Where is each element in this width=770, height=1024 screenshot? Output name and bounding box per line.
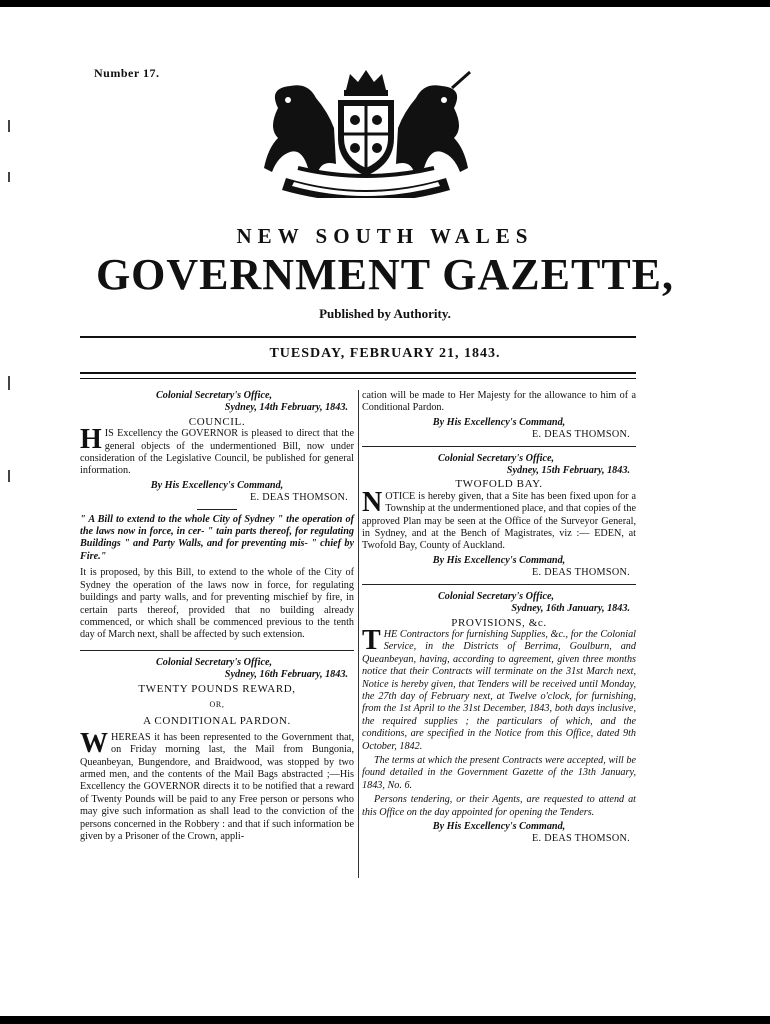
separator — [80, 650, 354, 651]
command-line: By His Excellency's Command, — [432, 821, 566, 832]
bill-title: " A Bill to extend to the whole City of Sydney " the operation of the laws now in force, in cer- " tain parts thereof, for regulating Buildings " and Party Walls, and for preventing mis- " chief by Fire." — [80, 513, 354, 562]
notice-or: OR, — [209, 699, 225, 709]
notice-office — [80, 657, 354, 682]
drop-cap: W — [80, 727, 108, 759]
coat-of-arms-emblem — [238, 68, 494, 198]
notice-body — [80, 424, 354, 478]
masthead-rule — [80, 336, 636, 338]
masthead-rule — [80, 378, 636, 379]
place-date-line: Sydney, 16th January, 1843. — [511, 603, 630, 615]
scan-mark — [8, 172, 10, 182]
office-line: Colonial Secretary's Office, — [437, 452, 555, 464]
persons-text: Persons tendering, or their Agents, are requested to attend at this Office on the day appointed for opening the Tenders. — [362, 794, 636, 818]
bottom-border — [0, 1016, 770, 1024]
notice-body — [80, 727, 354, 844]
notice-heading: COUNCIL. — [188, 415, 246, 428]
signature: E. DEAS THOMSON. — [249, 492, 348, 504]
place-date-line: Sydney, 14th February, 1843. — [224, 402, 348, 414]
drop-cap: H — [80, 424, 102, 456]
notice-text: HE Contractors for furnishing Supplies, &c., for the Colonial Service, in the Districts of Berrima, Goulburn, and Queanbeyan, having, according to agreement, given three months notice that their Contracts will terminate on the 31st March next, Notice is hereby given, that Tenders will be received until Monday, the 27th day of February next, at Twelve o'clock, for furnishing, from the 1st April to the 31st December, 1843, both days inclusive, the required supplies ; the particulars of which, and the conditions, are specified in the Notice from this Office, dated 9th October, 1842. — [362, 628, 636, 752]
short-separator — [197, 509, 237, 510]
separator — [362, 446, 636, 447]
office-line: Colonial Secretary's Office, — [437, 590, 555, 602]
masthead-state: NEW SOUTH WALES — [236, 224, 534, 248]
scan-mark — [8, 470, 10, 482]
notice-text: IS Excellency the GOVERNOR is pleased to direct that the general objects of the undermentioned Bill, now under consideration of the Legislative Council, be published for general information. — [80, 428, 354, 477]
command-line: By His Excellency's Command, — [150, 479, 284, 491]
bill-text: It is proposed, by this Bill, to extend to the whole of the City of Sydney the operation of the laws now in force, for regulating buildings and party walls, and for preventing mischief by fire, in certain parts thereof, provided that no building already commenced, or which shall be commenced previous to the tenth day of March next, shall be affected by such extension. — [80, 567, 354, 641]
masthead-rule — [80, 372, 636, 374]
scan-mark — [8, 376, 10, 390]
right-column — [362, 390, 636, 846]
place-date-line: Sydney, 16th February, 1843. — [224, 669, 348, 681]
signature: E. DEAS THOMSON. — [531, 567, 630, 579]
issue-number: Number 17. — [94, 66, 160, 80]
notice-heading: PROVISIONS, &c. — [451, 616, 547, 629]
drop-cap: N — [362, 486, 383, 518]
notice-office — [80, 390, 354, 415]
signature: E. DEAS THOMSON. — [531, 833, 630, 845]
column-divider — [358, 390, 359, 878]
command-line: By His Excellency's Command, — [432, 554, 566, 566]
separator — [362, 584, 636, 585]
terms-text: The terms at which the present Contracts were accepted, will be found detailed in the Government Gazette of the 13th January, 1843, No. 6. — [362, 754, 636, 791]
notice-text: OTICE is hereby given, that a Site has been fixed upon for a Township at the undermentioned place, and that copies of the approved Plan may be seen at the Office of the Surveyor General, in Sydney, and at the Bench of Magistrates, viz :— EDEN, at Twofold Bay, County of Auckland. — [362, 490, 636, 552]
notice-heading: TWENTY POUNDS REWARD, — [138, 682, 296, 695]
notice-body — [362, 486, 636, 553]
notice-office — [362, 591, 636, 616]
masthead-title: GOVERNMENT GAZETTE, — [95, 250, 675, 299]
left-column — [80, 390, 354, 843]
scan-mark — [8, 120, 10, 132]
office-line: Colonial Secretary's Office, — [155, 390, 273, 401]
notice-subheading: A CONDITIONAL PARDON. — [143, 715, 291, 728]
place-date-line: Sydney, 15th February, 1843. — [506, 465, 630, 477]
office-line: Colonial Secretary's Office, — [155, 656, 273, 668]
issue-date: TUESDAY, FEBRUARY 21, 1843. — [269, 346, 501, 361]
drop-cap: T — [362, 624, 381, 656]
top-border — [0, 0, 770, 7]
continued-text: cation will be made to Her Majesty for the allowance to him of a Conditional Pardon. — [362, 390, 636, 414]
masthead-authority: Published by Authority. — [319, 306, 451, 321]
notice-body — [362, 624, 636, 753]
notice-text: HEREAS it has been represented to the Government that, on Friday morning last, the Mail from Bungonia, Queanbeyan, Bungendore, and Braidwood, was stopped by two armed men, and the contents of the Mail Bags abstracted ;—His Excellency the GOVERNOR directs it to be notified that a reward of Twenty Pounds will be paid to any Free person or persons who may give such information as shall lead to the conviction of the persons concerned in the Robbery : and that if such information be given by a Prisoner of the Crown, appli- — [80, 731, 354, 842]
signature: E. DEAS THOMSON. — [531, 429, 630, 441]
command-line: By His Excellency's Command, — [432, 416, 566, 428]
notice-heading: TWOFOLD BAY. — [455, 478, 543, 491]
notice-office — [362, 453, 636, 478]
